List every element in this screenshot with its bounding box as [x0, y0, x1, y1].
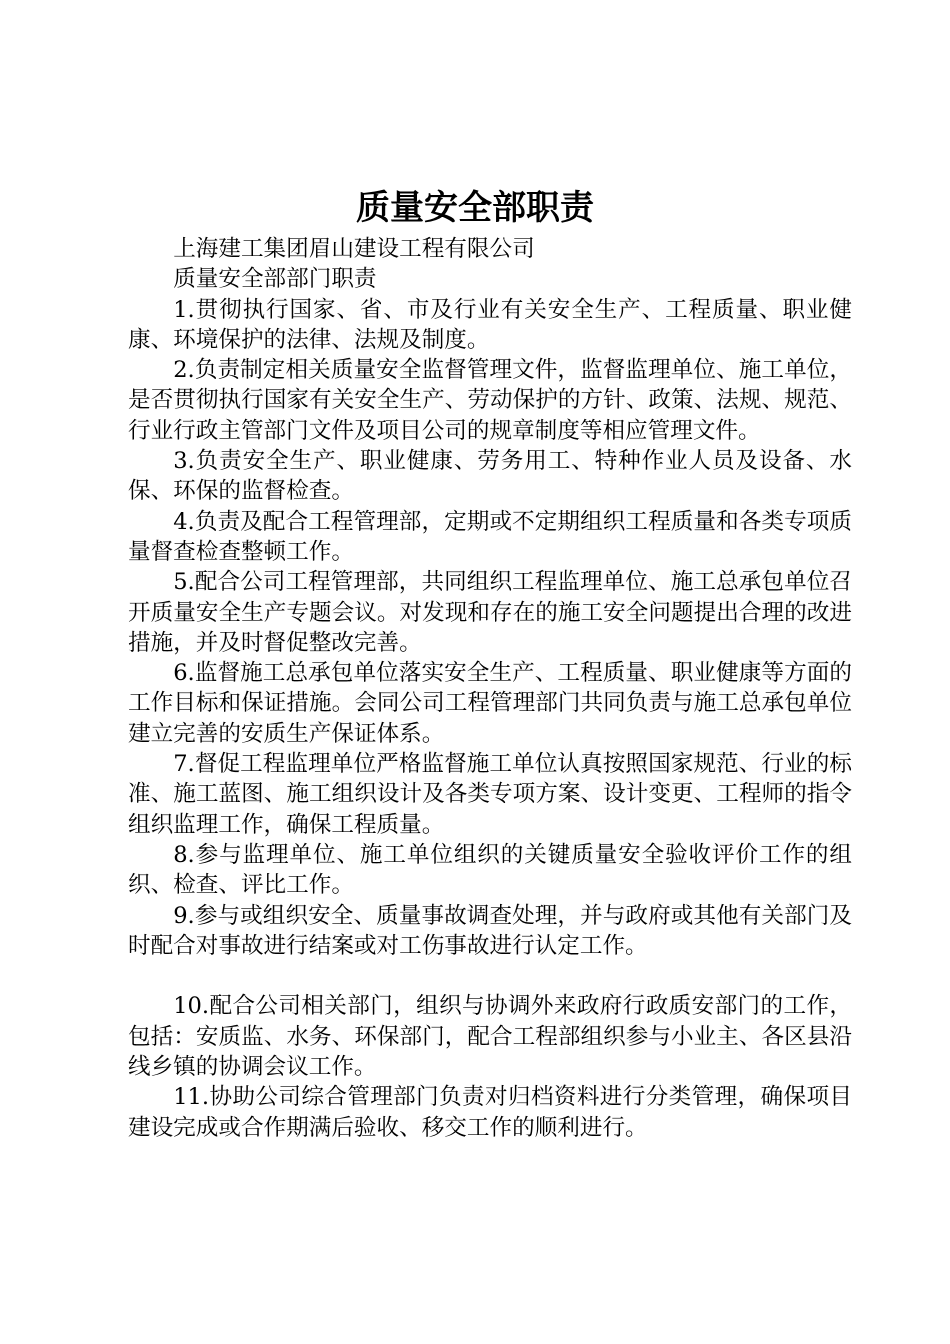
page-title: 质量安全部职责: [356, 188, 594, 228]
duty-item-2: 2.负责制定相关质量安全监督管理文件，监督监理单位、施工单位，是否贯彻执行国家有关安全生产、劳动保护的方针、政策、法规、规范、行业行政主管部门文件及项目公司的规章制度等相应管理文件。: [128, 357, 852, 444]
duty-item-4: 4.负责及配合工程管理部，定期或不定期组织工程质量和各类专项质量督查检查整顿工作。: [128, 508, 852, 565]
duty-item-11: 11.协助公司综合管理部门负责对归档资料进行分类管理，确保项目建设完成或合作期满后验收、移交工作的顺利进行。: [128, 1084, 852, 1141]
duty-item-6: 6.监督施工总承包单位落实安全生产、工程质量、职业健康等方面的工作目标和保证措施。会同公司工程管理部门共同负责与施工总承包单位建立完善的安质生产保证体系。: [128, 660, 852, 747]
department-heading: 质量安全部部门职责: [173, 266, 377, 293]
duty-item-10: 10.配合公司相关部门，组织与协调外来政府行政质安部门的工作，包括：安质监、水务、环保部门，配合工程部组织参与小业主、各区县沿线乡镇的协调会议工作。: [128, 993, 852, 1081]
duty-item-3: 3.负责安全生产、职业健康、劳务用工、特种作业人员及设备、水保、环保的监督检查。: [128, 448, 852, 505]
duty-item-5: 5.配合公司工程管理部，共同组织工程监理单位、施工总承包单位召开质量安全生产专题会议。对发现和存在的施工安全问题提出合理的改进措施，并及时督促整改完善。: [128, 569, 852, 656]
duty-item-7: 7.督促工程监理单位严格监督施工单位认真按照国家规范、行业的标准、施工蓝图、施工组织设计及各类专项方案、设计变更、工程师的指令组织监理工作，确保工程质量。: [128, 751, 852, 838]
document-body: [128, 234, 852, 1143]
duty-item-9: 9.参与或组织安全、质量事故调查处理，并与政府或其他有关部门及时配合对事故进行结案或对工伤事故进行认定工作。: [128, 902, 852, 959]
duty-item-8: 8.参与监理单位、施工单位组织的关键质量安全验收评价工作的组织、检查、评比工作。: [128, 841, 852, 899]
company-name: 上海建工集团眉山建设工程有限公司: [173, 236, 535, 262]
duty-item-1: 1.贯彻执行国家、省、市及行业有关安全生产、工程质量、职业健康、环境保护的法律、法规及制度。: [128, 296, 852, 353]
